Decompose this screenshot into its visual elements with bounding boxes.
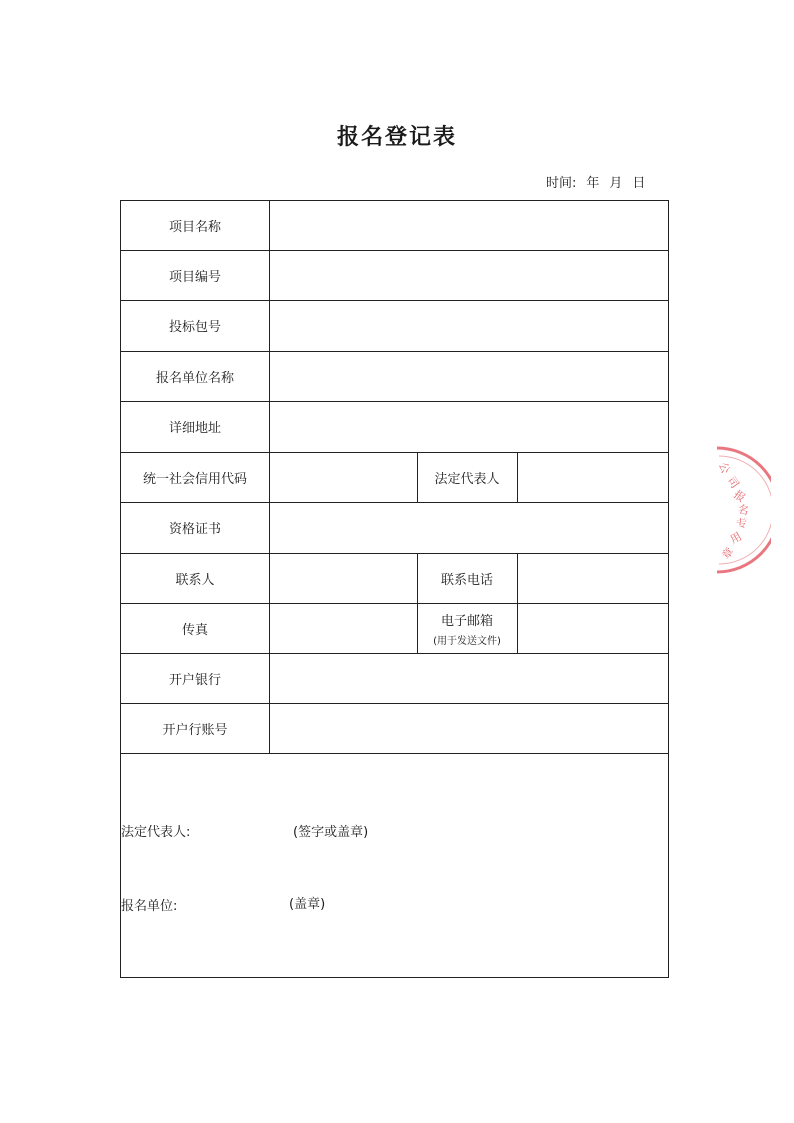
svg-text:用: 用 — [728, 529, 745, 547]
seal-glyphs — [716, 461, 750, 562]
field-project-name[interactable] — [270, 201, 668, 250]
field-legal-rep[interactable] — [518, 452, 668, 502]
label-address: 详细地址 — [168, 421, 221, 436]
svg-text:名: 名 — [736, 502, 751, 518]
svg-text:专: 专 — [735, 516, 749, 531]
label-legal-rep: 法定代表人 — [434, 471, 500, 487]
date-day: 日 — [632, 176, 646, 191]
signature-unit-note: (盖章) — [289, 897, 326, 912]
svg-text:章: 章 — [719, 545, 737, 562]
signature-legal-rep-label: 法定代表人: — [121, 825, 191, 840]
date-line — [546, 172, 645, 191]
label-applicant-name: 报名单位名称 — [155, 370, 234, 386]
field-fax[interactable] — [270, 603, 417, 653]
signature-unit-label: 报名单位: — [121, 899, 178, 914]
field-address[interactable] — [270, 401, 668, 452]
field-contact-phone[interactable] — [518, 553, 668, 603]
label-credit-code: 统一社会信用代码 — [142, 471, 247, 487]
field-credit-code[interactable] — [270, 452, 417, 502]
date-year: 年 — [586, 176, 600, 191]
field-account[interactable] — [270, 703, 668, 753]
label-bid-package: 投标包号 — [168, 320, 221, 335]
date-label: 时间: — [546, 176, 577, 191]
field-bank[interactable] — [270, 653, 668, 703]
label-email-note: (用于发送文件) — [433, 635, 501, 647]
label-contact-phone: 联系电话 — [440, 572, 493, 588]
date-month: 月 — [609, 176, 623, 191]
svg-text:公: 公 — [716, 460, 733, 476]
form-title: 报名登记表 — [336, 125, 457, 150]
svg-text:报: 报 — [731, 487, 748, 505]
signature-legal-rep-note: (签字或盖章) — [293, 825, 369, 840]
field-bid-package[interactable] — [270, 300, 668, 351]
label-project-name: 项目名称 — [168, 220, 221, 235]
seal-ring — [717, 448, 771, 572]
label-fax: 传真 — [181, 622, 208, 638]
seal-stamp — [705, 440, 771, 580]
label-email-text: 电子邮箱 — [440, 613, 493, 629]
label-project-number: 项目编号 — [168, 269, 221, 285]
field-email[interactable] — [518, 603, 668, 653]
svg-text:司: 司 — [724, 474, 742, 491]
field-qualification[interactable] — [270, 502, 668, 553]
registration-form — [120, 200, 669, 978]
field-project-number[interactable] — [270, 250, 668, 300]
label-bank: 开户银行 — [168, 672, 221, 688]
row-divider — [121, 753, 668, 754]
label-account: 开户行账号 — [162, 722, 228, 738]
field-contact-person[interactable] — [270, 553, 417, 603]
label-qualification: 资格证书 — [168, 522, 221, 537]
field-applicant-name[interactable] — [270, 351, 668, 401]
seal-inner-ring — [719, 456, 771, 564]
label-email — [417, 603, 517, 653]
label-contact-person: 联系人 — [175, 572, 215, 588]
